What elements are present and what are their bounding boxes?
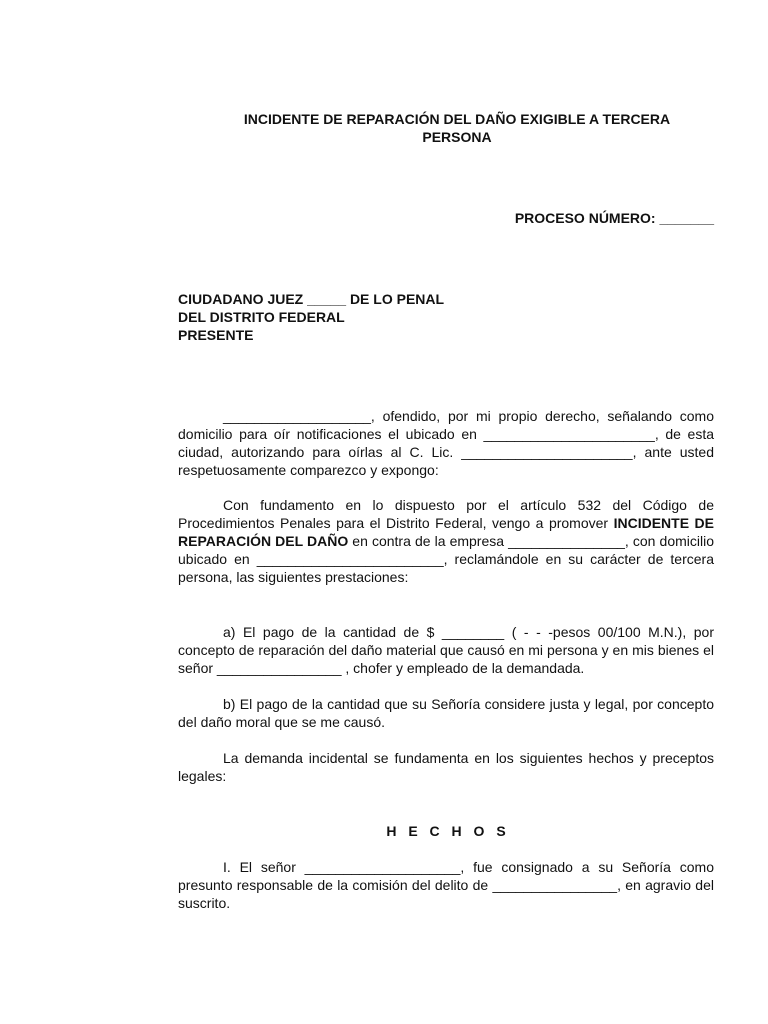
addressee-block — [178, 290, 714, 344]
case-number-line: PROCESO NÚMERO: _______ — [514, 210, 714, 226]
facts-heading — [178, 822, 714, 840]
legal-basis-paragraph: La demanda incidental se fundamenta en los siguientes hechos y preceptos legales: — [178, 750, 714, 784]
addressee-line-2: DEL DISTRITO FEDERAL — [178, 309, 345, 325]
title-line-1: INCIDENTE DE REPARACIÓN DEL DAÑO EXIGIBLE A TERCERA — [243, 111, 671, 127]
claim-b-paragraph: b) El pago de la cantidad que su Señoría considere justa y legal, por concepto del daño moral que se me causó. — [178, 696, 714, 730]
document-page — [178, 110, 714, 912]
foundation-text-b: en contra de la empresa _______________, con domicilio ubicado en ________________________, reclamándole en su carácter de tercera persona, las siguientes prestaciones: — [178, 533, 714, 585]
fact-1-paragraph: I. El señor ____________________, fue consignado a su Señoría como presunto responsable de la comisión del delito de ________________, en agravio del suscrito. — [178, 859, 714, 911]
foundation-text-a: Con fundamento en lo dispuesto por el artículo 532 del Código de Procedimientos Penales para el Distrito Federal, vengo a promover — [178, 497, 714, 531]
foundation-paragraph — [178, 496, 714, 586]
intro-paragraph: ___________________, ofendido, por mi propio derecho, señalando como domicilio para oír notificaciones el ubicado en ______________________, de esta ciudad, autorizando para oírlas al C. Lic. ______________________, ante usted respetuosamente comparezco y expongo: — [178, 408, 714, 478]
document-title — [178, 110, 714, 146]
title-line-2: PERSONA — [422, 129, 492, 145]
facts-heading-text: H E C H O S — [386, 823, 510, 839]
addressee-line-1: CIUDADANO JUEZ _____ DE LO PENAL — [178, 291, 445, 307]
addressee-line-3: PRESENTE — [178, 327, 254, 343]
claim-a-paragraph: a) El pago de la cantidad de $ ________ ( - - -pesos 00/100 M.N.), por concepto de reparación del daño material que causó en mi persona y en mis bienes el señor ________________ , chofer y empleado de la demandada. — [178, 624, 714, 676]
foundation-bold-text: INCIDENTE DE REPARACIÓN DEL DAÑO — [178, 515, 715, 549]
